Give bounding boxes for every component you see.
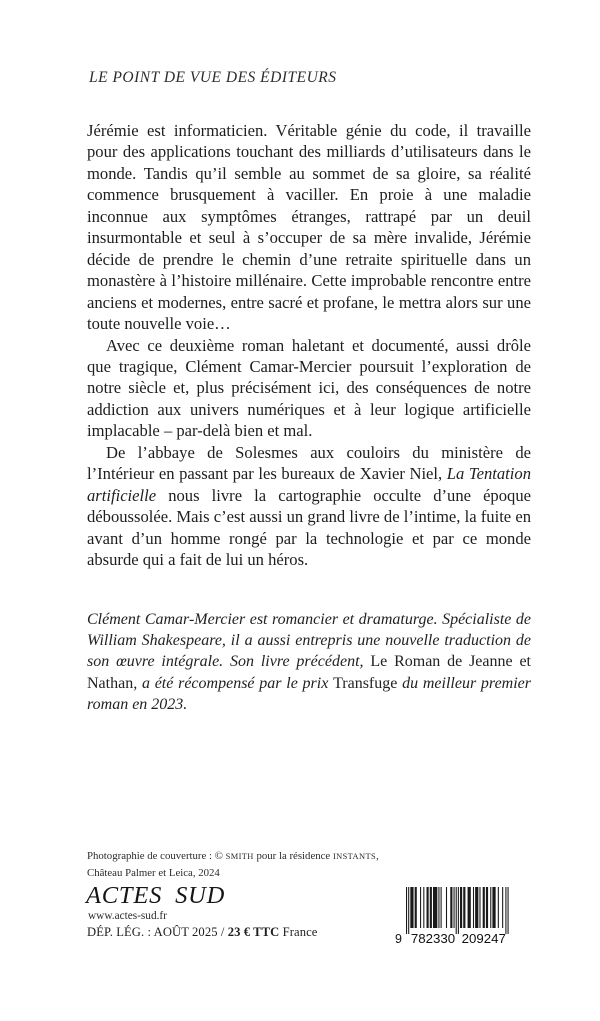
synopsis-paragraph [87,442,531,571]
text-segment: nous livre la cartographie occulte d’une époque déboussolée. Mais c’est aussi un grand livre de l’intime, la fuite en avant d’un homme rongé par la technologie et par ce monde absurde qui a fait de lui un héros. [87,485,531,570]
publisher-website: www.actes-sud.fr [88,910,167,922]
barcode-digits: 782330 [410,932,456,945]
text-segment: , [376,850,379,862]
text-segment: Château Palmer et Leica, 2024 [87,866,220,879]
text-segment: Transfuge [333,674,398,692]
text-segment: Clément Camar-Mercier est romancier et dramaturge. Spécialiste de William Shakespeare, il a aussi entrepris une nouvelle traduction de son œuvre intégrale. Son livre précédent, [87,611,531,671]
text-segment: INSTANTS [332,851,377,861]
synopsis-text [87,120,531,571]
text-segment: Le Roman de Jeanne et Nathan [87,653,531,692]
text-segment: De l’abbaye de Solesmes aux couloirs du ministère de l’Intérieur en passant par les bureaux de Xavier Niel, [87,442,531,484]
barcode-digits: 209247 [461,932,506,945]
text-segment: La Tentation artificielle [87,464,531,505]
barcode-digits: 9 [395,932,402,945]
author-bio [87,609,531,715]
barcode-ean13 [393,887,511,945]
text-segment: Jérémie est informaticien. Véritable génie du code, il travaille pour des applications touchant des milliards d’utilisateurs dans le monde. Tandis qu’il semble au sommet de sa gloire, sa réalité commence brusquement à vaciller. En proie à une maladie inconnue aux symptômes étranges, rattrapé par un deuil insurmontable et seul à s’occuper de sa mère invalide, Jérémie décide de prendre le chemin d’une retraite spirituelle dans un monastère à l’histoire millénaire. Cette improbable rencontre entre anciens et modernes, entre sacré et profane, le mettra alors sur une toute nouvelle voie… [87,121,531,334]
text-segment: 23 € TTC [227,925,280,939]
synopsis-paragraph [87,335,531,442]
text-segment: France [279,925,318,939]
page-title: LE POINT DE VUE DES ÉDITEURS [89,69,337,86]
text-segment: du meilleur premier roman en 2023. [87,674,531,713]
photo-credit-line [87,865,407,882]
text-segment: , a été récompensé par le prix [133,674,334,692]
synopsis-paragraph [87,120,531,335]
publisher-logo: ACTES SUD [86,882,226,909]
photo-credit [87,848,407,881]
text-segment: DÉP. LÉG. : AOÛT 2025 / [87,925,228,939]
barcode-bars [393,887,511,945]
text-segment: Photographie de couverture : © [87,850,226,862]
text-segment: Avec ce deuxième roman haletant et documenté, aussi drôle que tragique, Clément Camar-Mercier poursuit l’exploration de notre siècle et, plus précisément ici, des conséquences de notre addiction aux univers numériques et à leur logique artificielle implacable – par-delà bien et mal. [87,335,531,441]
legal-deposit-price [87,925,317,940]
photo-credit-line [87,848,407,865]
text-segment: SMITH [225,851,254,861]
text-segment: pour la résidence [253,850,333,862]
